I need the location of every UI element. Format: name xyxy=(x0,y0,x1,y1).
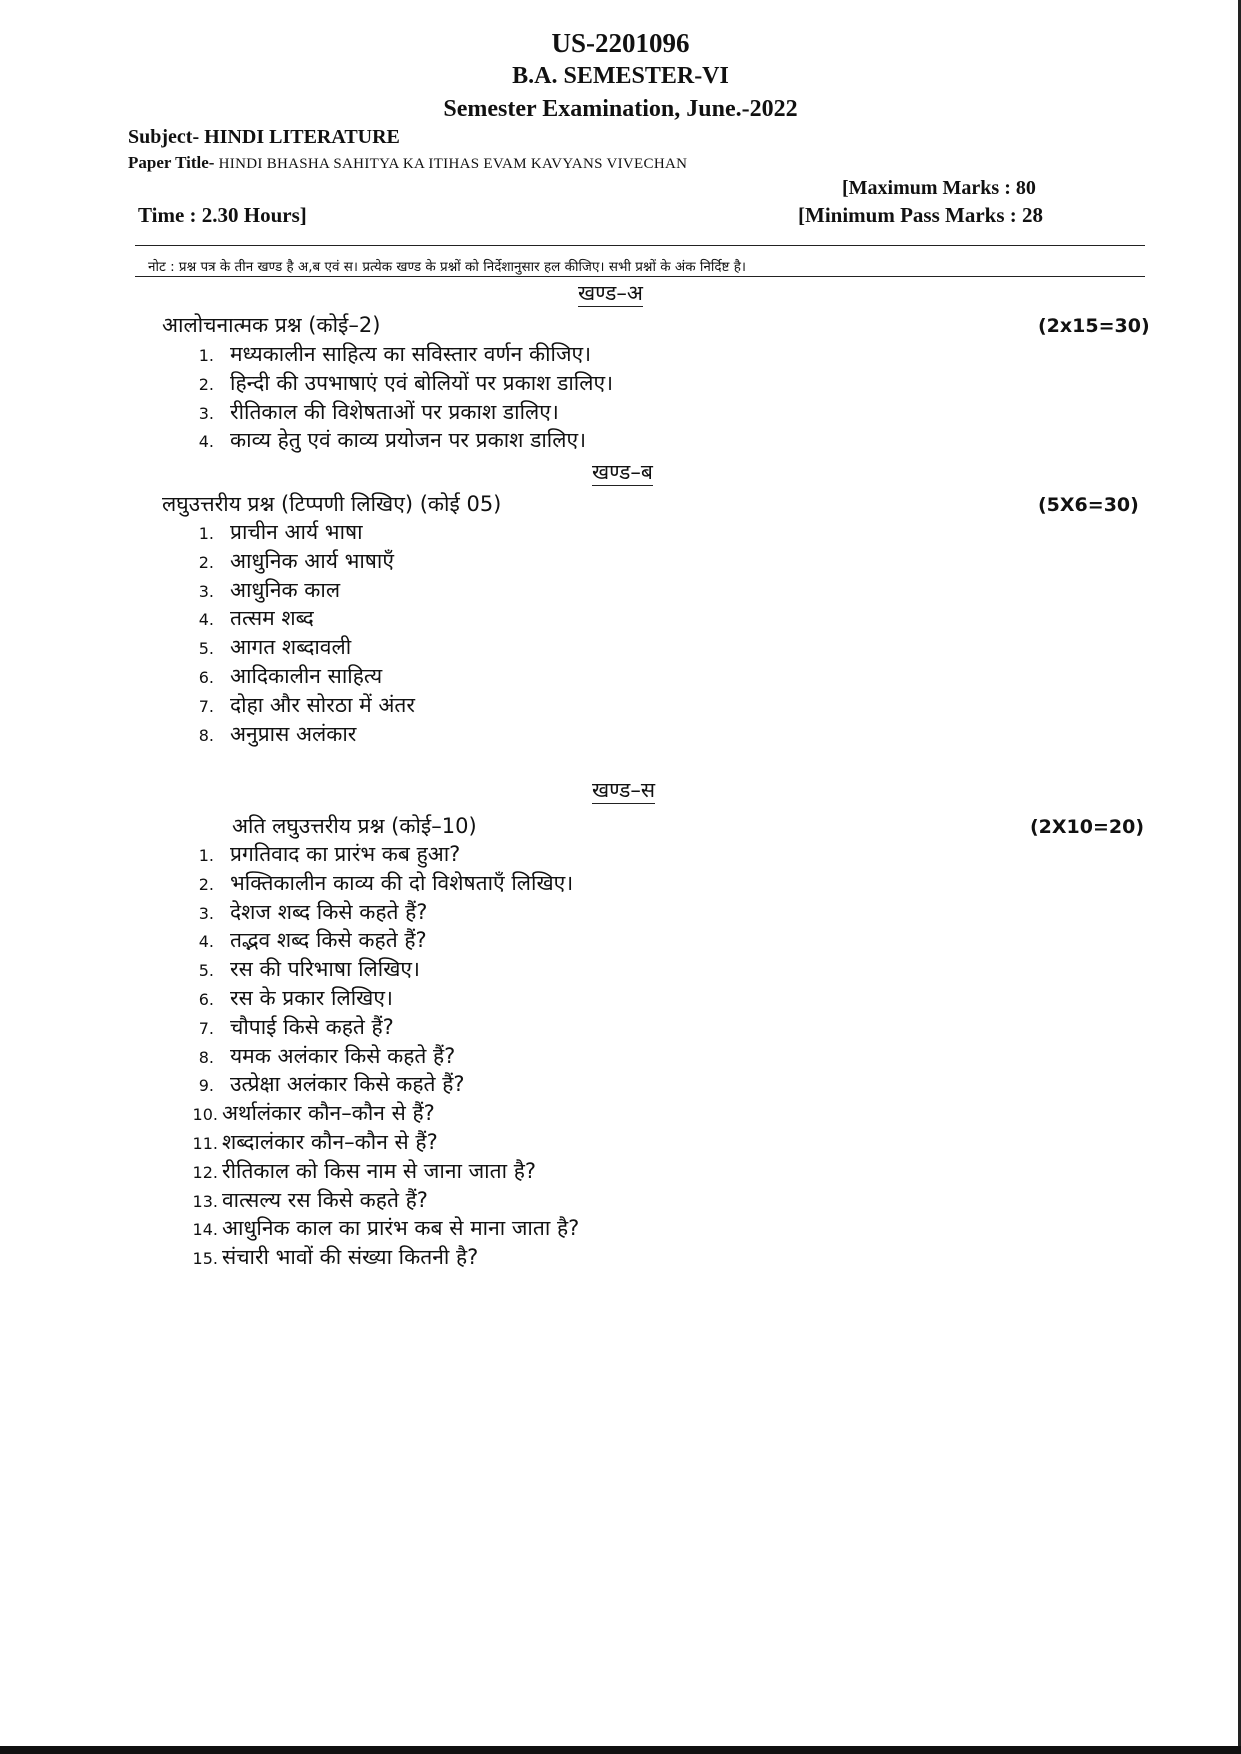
section-a-questions xyxy=(182,340,613,455)
list-item: 3. देशज शब्द किसे कहते हैं? xyxy=(198,899,428,924)
list-item: 6. आदिकालीन साहित्य xyxy=(198,663,383,688)
list-item: 1. प्रगतिवाद का प्रारंभ कब हुआ? xyxy=(198,842,461,866)
list-item: 14. आधुनिक काल का प्रारंभ कब से माना जाता है? xyxy=(192,1216,580,1241)
paper-title-label: Paper Title- xyxy=(128,153,219,172)
list-item: 8. यमक अलंकार किसे कहते हैं? xyxy=(198,1043,456,1068)
section-c-marks: (2X10=20) xyxy=(1030,816,1145,838)
minimum-pass-marks: [Minimum Pass Marks : 28 xyxy=(798,203,1043,227)
list-item: 1. मध्यकालीन साहित्य का सविस्तार वर्णन कीजिए। xyxy=(198,342,592,366)
list-item: 4. काव्य हेतु एवं काव्य प्रयोजन पर प्रकाश डालिए। xyxy=(198,428,587,453)
list-item: 11. शब्दालंकार कौन–कौन से हैं? xyxy=(192,1129,438,1154)
list-item: 3. आधुनिक काल xyxy=(198,577,341,602)
list-item: 9. उत्प्रेक्षा अलंकार किसे कहते हैं? xyxy=(198,1072,465,1097)
section-a-instruction: आलोचनात्मक प्रश्न (कोई–2) xyxy=(162,313,381,337)
paper-title-value: HINDI BHASHA SAHITYA KA ITIHAS EVAM KAVYANS VIVECHAN xyxy=(218,156,688,172)
list-item: 6. रस के प्रकार लिखिए। xyxy=(198,985,393,1010)
section-c-title: खण्ड–स xyxy=(592,778,656,802)
subject-value: HINDI LITERATURE xyxy=(204,126,400,148)
subject-line xyxy=(128,126,400,149)
list-item: 13. वात्सल्य रस किसे कहते हैं? xyxy=(192,1187,428,1212)
list-item: 10. अर्थालंकार कौन–कौन से हैं? xyxy=(192,1101,435,1126)
scan-edge-bottom xyxy=(0,1746,1241,1754)
list-item: 3. रीतिकाल की विशेषताओं पर प्रकाश डालिए। xyxy=(198,399,559,424)
list-item: 2. भक्तिकालीन काव्य की दो विशेषताएँ लिखिए। xyxy=(198,870,574,895)
list-item: 2. हिन्दी की उपभाषाएं एवं बोलियों पर प्रकाश डालिए। xyxy=(198,370,614,395)
section-a-title: खण्ड–अ xyxy=(578,281,643,305)
section-b-title: खण्ड–ब xyxy=(592,460,653,484)
list-item: 7. दोहा और सोरठा में अंतर xyxy=(198,692,415,717)
section-b-instruction: लघुउत्तरीय प्रश्न (टिप्पणी लिखिए) (कोई 05) xyxy=(162,492,502,516)
list-item: 8. अनुप्रास अलंकार xyxy=(198,721,357,746)
section-b-marks: (5X6=30) xyxy=(1038,494,1139,516)
section-b-questions xyxy=(182,518,415,748)
list-item: 5. आगत शब्दावली xyxy=(198,635,352,660)
semester-title: B.A. SEMESTER-VI xyxy=(512,63,729,89)
maximum-marks: [Maximum Marks : 80 xyxy=(842,177,1036,199)
paper-title-line xyxy=(128,153,687,173)
list-item: 5. रस की परिभाषा लिखिए। xyxy=(198,957,420,982)
time-allowed: Time : 2.30 Hours] xyxy=(138,203,307,227)
header-divider xyxy=(135,245,1145,246)
subject-label: Subject- xyxy=(128,126,205,148)
section-a-marks: (2x15=30) xyxy=(1038,315,1150,337)
note-divider xyxy=(135,276,1145,277)
list-item: 2. आधुनिक आर्य भाषाएँ xyxy=(198,548,394,573)
exam-title: Semester Examination, June.-2022 xyxy=(443,96,798,122)
list-item: 7. चौपाई किसे कहते हैं? xyxy=(198,1014,394,1039)
section-c-questions xyxy=(182,840,579,1272)
note-text: नोट : प्रश्न पत्र के तीन खण्ड है अ,ब एवं स। प्रत्येक खण्ड के प्रश्नों को निर्देशानुसार हल कीजिए। सभी प्रश्नों के अंक निर्दिष्ट है। xyxy=(148,259,746,275)
paper-code: US-2201096 xyxy=(551,28,690,58)
list-item: 1. प्राचीन आर्य भाषा xyxy=(198,520,363,544)
list-item: 12. रीतिकाल को किस नाम से जाना जाता है? xyxy=(192,1158,536,1183)
list-item: 4. तत्सम शब्द xyxy=(198,606,314,631)
list-item: 15. संचारी भावों की संख्या कितनी है? xyxy=(192,1245,479,1270)
section-c-instruction: अति लघुउत्तरीय प्रश्न (कोई–10) xyxy=(232,814,477,838)
list-item: 4. तद्भव शब्द किसे कहते हैं? xyxy=(198,928,427,953)
